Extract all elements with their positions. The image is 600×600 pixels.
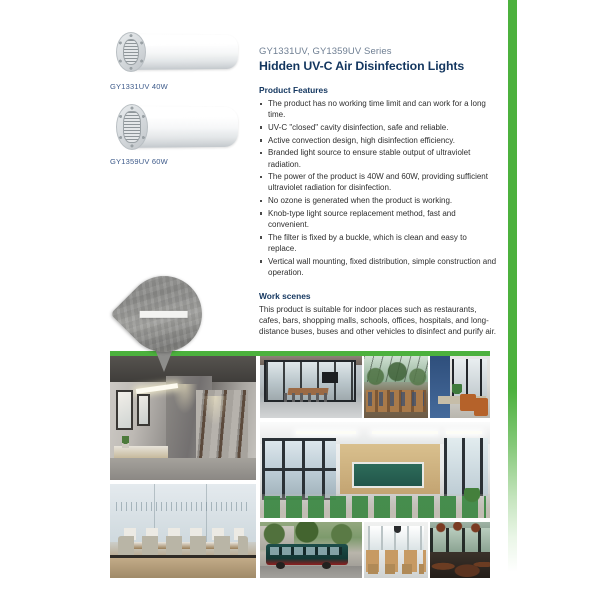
page-title: Hidden UV-C Air Disinfection Lights: [259, 59, 465, 73]
content-column: [259, 46, 497, 338]
wall-mount-location-pin-icon: [126, 276, 208, 372]
product-features-heading: Product Features: [259, 85, 328, 95]
pin-head: [110, 260, 217, 367]
work-scenes-heading: Work scenes: [259, 291, 311, 302]
series-label: GY1331UV, GY1359UV Series: [259, 46, 392, 57]
feature-item: Branded light source to ensure stable output of ultraviolet radiation.: [259, 147, 497, 169]
greenhouse-restaurant-photo: [364, 356, 428, 418]
uv-lamp-fixture-40w-icon: [110, 26, 250, 78]
feature-item: The power of the product is 40W and 60W, providing sufficient ultraviolet radiation for disinfection.: [259, 171, 497, 193]
feature-item: Knob-type light source replacement method, fast and convenient.: [259, 208, 497, 230]
product-caption-40w: GY1331UV 40W: [110, 82, 168, 91]
city-bus-photo: [260, 522, 362, 578]
uv-lamp-fixture-60w-icon: [110, 101, 250, 153]
product-features-list: [259, 98, 497, 278]
dark-cafe-photo: [430, 522, 490, 578]
feature-item: Vertical wall mounting, fixed distribution, simple construction and operation.: [259, 256, 497, 278]
feature-item: Active convection design, high disinfection efficiency.: [259, 135, 497, 146]
product-block-60w: [110, 101, 250, 166]
product-caption-60w: GY1359UV 60W: [110, 157, 168, 166]
work-scenes-photo-gallery: [110, 356, 490, 578]
canteen-wooden-tables-photo: [364, 522, 428, 578]
feature-item: The product has no working time limit and can work for a long time.: [259, 98, 497, 120]
feature-item: UV-C "closed" cavity disinfection, safe and reliable.: [259, 122, 497, 133]
work-scenes-section: [259, 291, 497, 338]
product-block-40w: [110, 26, 250, 91]
product-image-column: [110, 26, 250, 176]
work-scenes-body: This product is suitable for indoor places such as restaurants, cafes, bars, shopping malls, schools, offices, hospitals, and long-distance buses, buses and other vehicles to disinfect and purify air.: [259, 305, 497, 337]
feature-item: The filter is fixed by a buckle, which is clean and easy to replace.: [259, 232, 497, 254]
feature-item: No ozone is generated when the product is working.: [259, 195, 497, 206]
classroom-photo: [260, 422, 490, 518]
white-conference-room-photo: [110, 484, 256, 578]
right-edge-green-bar: [508, 0, 517, 572]
pin-light-slot: [140, 311, 188, 318]
open-office-glass-wall-photo: [260, 356, 362, 418]
meeting-room-orange-chairs-photo: [430, 356, 490, 418]
washroom-corridor-photo: [110, 356, 256, 480]
